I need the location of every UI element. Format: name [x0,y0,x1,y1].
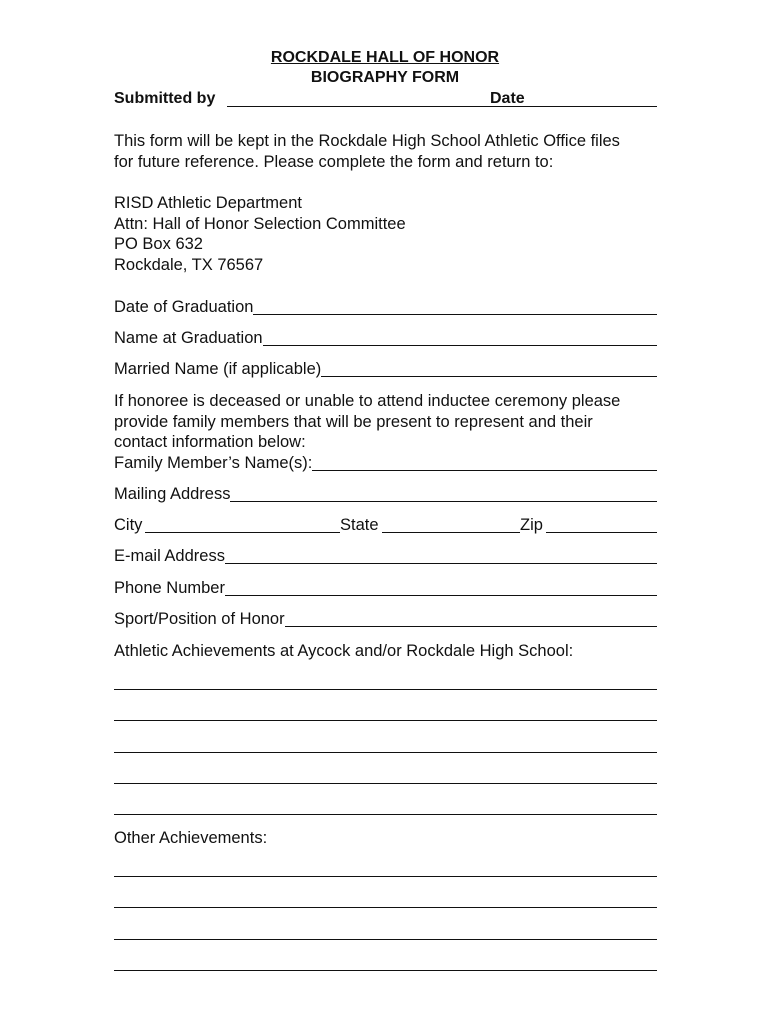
note-line: provide family members that will be present to represent and their [114,412,593,431]
intro-line: This form will be kept in the Rockdale High School Athletic Office files [114,132,620,150]
zip-label: Zip [520,516,543,534]
note-line: contact information below: [114,433,306,451]
state-label: State [340,516,379,534]
athletic-achievements-line[interactable] [114,720,657,721]
submitted-by-label: Submitted by [114,90,216,107]
other-achievements-line[interactable] [114,876,657,877]
athletic-achievements-line[interactable] [114,783,657,784]
city-state-zip-row [114,515,657,537]
athletic-achievements-line[interactable] [114,752,657,753]
sport-position-field[interactable] [114,609,657,631]
name-at-graduation-field[interactable] [114,328,657,350]
other-achievements-heading: Other Achievements: [114,829,268,847]
address-line: RISD Athletic Department [114,194,302,212]
family-members-label: Family Member’s Name(s): [114,454,313,472]
intro-paragraph [114,131,674,172]
deceased-note [114,391,674,453]
city-field[interactable] [145,515,340,533]
address-line: Rockdale, TX 76567 [114,255,264,274]
other-achievements-line[interactable] [114,970,657,971]
email-field[interactable] [114,546,657,568]
name-at-graduation-label: Name at Graduation [114,329,263,347]
athletic-achievements-line[interactable] [114,689,657,690]
email-label: E-mail Address [114,547,225,565]
date-label: Date [490,90,525,107]
other-achievements-line[interactable] [114,907,657,908]
sport-position-label: Sport/Position of Honor [114,610,285,628]
date-field[interactable] [527,89,657,107]
other-achievements-line[interactable] [114,939,657,940]
address-line: Attn: Hall of Honor Selection Committee [114,214,406,233]
submitted-by-row [114,89,657,111]
zip-field[interactable] [546,515,657,533]
city-label: City [114,516,143,534]
state-field[interactable] [382,515,520,533]
intro-line: for future reference. Please complete the form and return to: [114,152,554,171]
form-subtitle: BIOGRAPHY FORM [310,69,460,86]
note-line: If honoree is deceased or unable to attend inductee ceremony please [114,392,621,410]
phone-number-label: Phone Number [114,579,225,597]
mailing-address-label: Mailing Address [114,485,231,503]
athletic-achievements-line[interactable] [114,814,657,815]
married-name-label: Married Name (if applicable) [114,360,322,378]
date-of-graduation-label: Date of Graduation [114,298,254,316]
family-members-field[interactable] [114,453,657,475]
form-title: ROCKDALE HALL OF HONOR [270,49,500,66]
date-of-graduation-field[interactable] [114,297,657,319]
mailing-address-field[interactable] [114,484,657,506]
phone-number-field[interactable] [114,578,657,600]
married-name-field[interactable] [114,359,657,381]
return-address [114,193,674,275]
athletic-achievements-heading: Athletic Achievements at Aycock and/or Rockdale High School: [114,642,574,660]
address-line: PO Box 632 [114,235,203,253]
